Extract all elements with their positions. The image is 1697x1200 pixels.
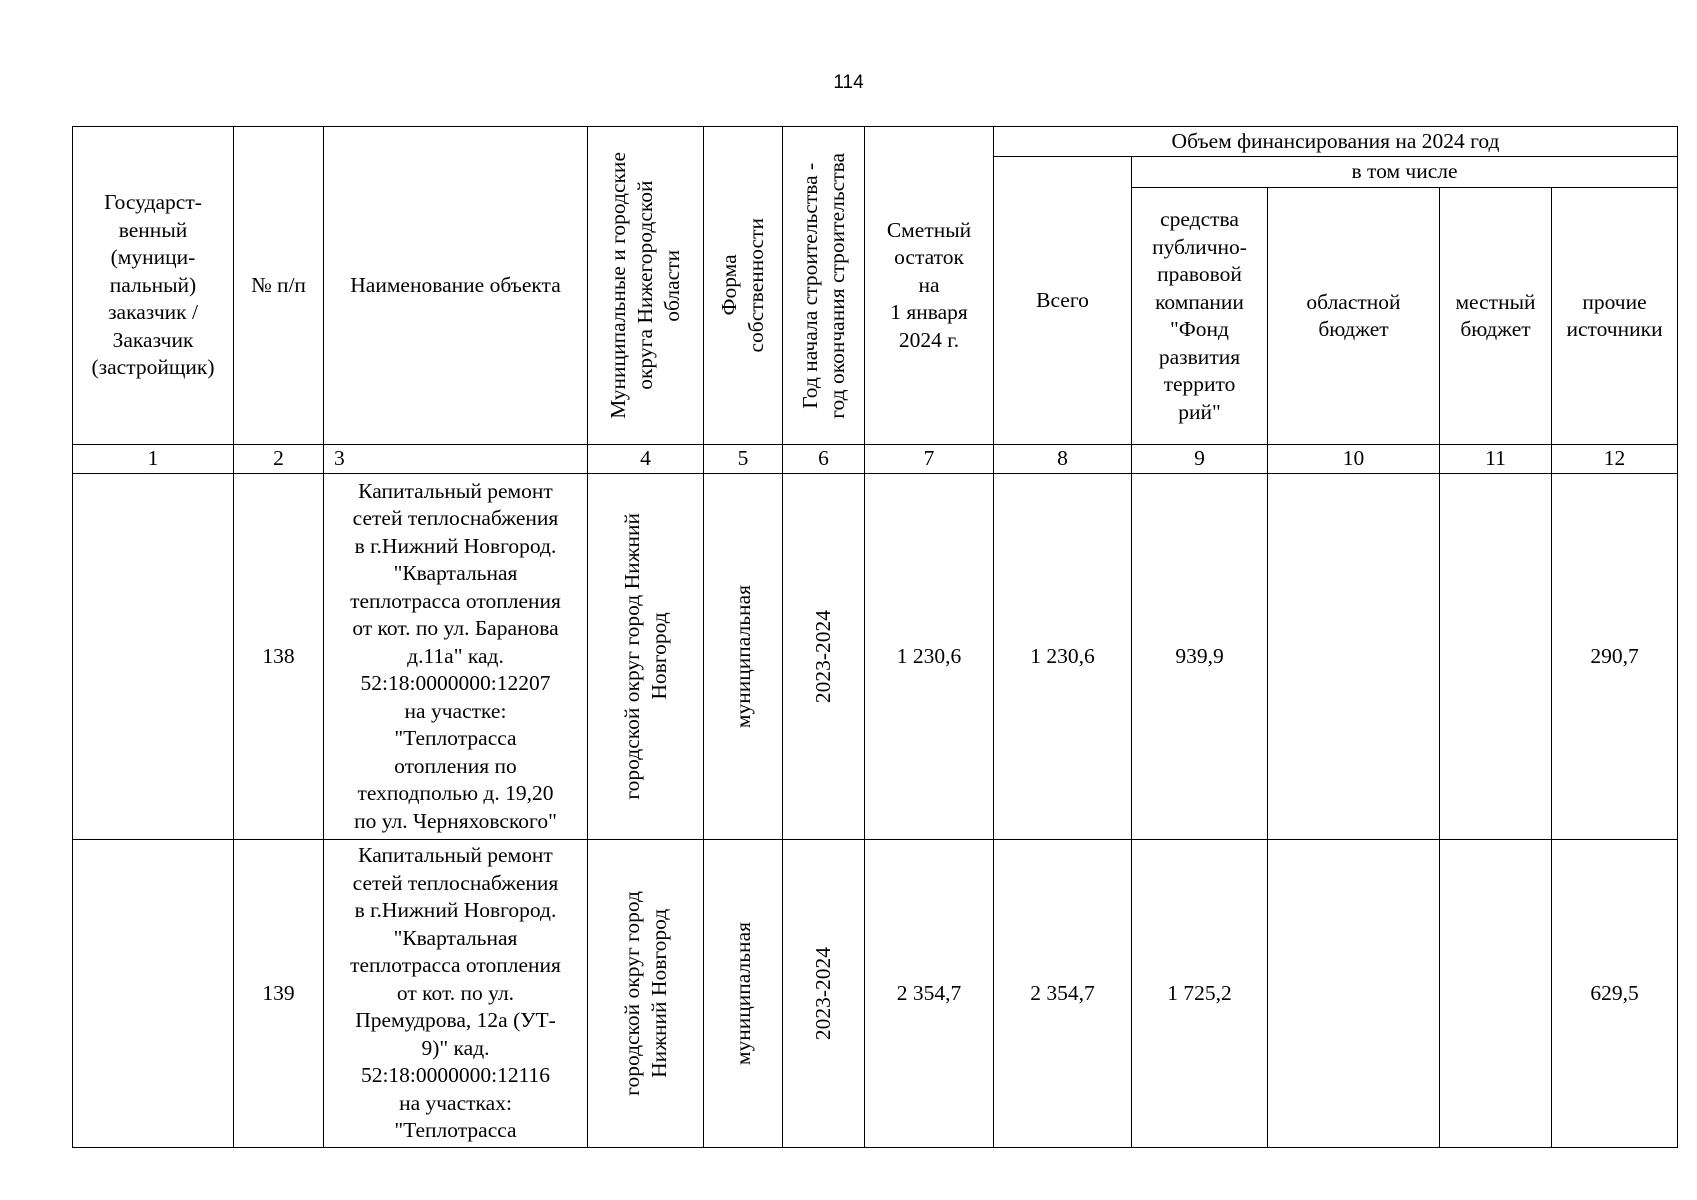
row-years: [783, 840, 865, 1148]
header-other-sources: прочие источники: [1552, 188, 1678, 445]
column-number: 11: [1440, 445, 1552, 474]
row-estimate-balance: 2 354,7: [865, 840, 994, 1148]
row-other-sources: 629,5: [1552, 840, 1678, 1148]
row-estimate-balance: 1 230,6: [865, 474, 994, 840]
column-number: 10: [1268, 445, 1440, 474]
row-number: 139: [234, 840, 324, 1148]
row-ownership: [704, 840, 783, 1148]
header-municipality-text: Муниципальные и городские округа Нижегородской области: [606, 152, 684, 419]
row-local-budget: [1440, 474, 1552, 840]
row-years-text: 2023-2024: [811, 946, 835, 1041]
header-ownership-text: Форма собственности: [717, 218, 768, 353]
row-ownership: [704, 474, 783, 840]
financing-table: [72, 126, 1678, 1148]
page-number: 114: [833, 72, 864, 93]
column-number: 6: [783, 445, 865, 474]
row-customer: [73, 840, 234, 1148]
header-including: в том числе: [1132, 157, 1678, 188]
row-ownership-text: муниципальная: [730, 921, 755, 1066]
header-row-1: [73, 127, 1678, 157]
table-row: [73, 474, 1678, 840]
header-number: № п/п: [234, 127, 324, 445]
column-number: 5: [704, 445, 783, 474]
header-years: [783, 127, 865, 445]
row-object-name: Капитальный ремонт сетей теплоснабжения в г.Нижний Новгород. "Квартальная теплотрасса отопления от кот. по ул. Баранова д.11а" кад. 52:18:0000000:12207 на участке: "Теплотрасса отопления по техподполью д. 19,20 по ул. Черняховского": [324, 474, 588, 840]
row-local-budget: [1440, 840, 1552, 1148]
column-number: 2: [234, 445, 324, 474]
row-fund: 1 725,2: [1132, 840, 1268, 1148]
row-fund: 939,9: [1132, 474, 1268, 840]
row-years-text: 2023-2024: [811, 609, 835, 704]
header-ownership: [704, 127, 783, 445]
column-number: 4: [588, 445, 704, 474]
row-customer: [73, 474, 234, 840]
row-object-name: Капитальный ремонт сетей теплоснабжения в г.Нижний Новгород. "Квартальная теплотрасса отопления от кот. по ул. Премудрова, 12а (УТ- 9)" кад. 52:18:0000000:12116 на участках: "Теплотрасса: [324, 840, 588, 1148]
header-estimate-balance: Сметный остаток на 1 января 2024 г.: [865, 127, 994, 445]
header-fund: средства публично- правовой компании "Фонд развития террито рий": [1132, 188, 1268, 445]
header-object-name: Наименование объекта: [324, 127, 588, 445]
column-number: 12: [1552, 445, 1678, 474]
row-total: 2 354,7: [994, 840, 1132, 1148]
column-number: 7: [865, 445, 994, 474]
row-total: 1 230,6: [994, 474, 1132, 840]
column-number: 3: [324, 445, 588, 474]
header-years-text: Год начала строительства - год окончания строительства: [797, 152, 849, 419]
row-municipality-text: городской округ город Нижний Новгород: [619, 513, 671, 800]
row-other-sources: 290,7: [1552, 474, 1678, 840]
row-regional-budget: [1268, 840, 1440, 1148]
row-regional-budget: [1268, 474, 1440, 840]
table-row: [73, 840, 1678, 1148]
column-numbers-row: [73, 445, 1678, 474]
header-municipality: [588, 127, 704, 445]
row-number: 138: [234, 474, 324, 840]
header-total: Всего: [994, 157, 1132, 445]
row-ownership-text: муниципальная: [730, 584, 755, 729]
row-municipality: [588, 474, 704, 840]
header-regional-budget: областной бюджет: [1268, 188, 1440, 445]
row-years: [783, 474, 865, 840]
column-number: 9: [1132, 445, 1268, 474]
column-number: 1: [73, 445, 234, 474]
header-customer: Государст- венный (муници- пальный) заказчик / Заказчик (застройщик): [73, 127, 234, 445]
header-financing: Объем финансирования на 2024 год: [994, 127, 1678, 157]
row-municipality: [588, 840, 704, 1148]
header-local-budget: местный бюджет: [1440, 188, 1552, 445]
row-municipality-text: городской округ город Нижний Новгород: [619, 891, 671, 1096]
column-number: 8: [994, 445, 1132, 474]
